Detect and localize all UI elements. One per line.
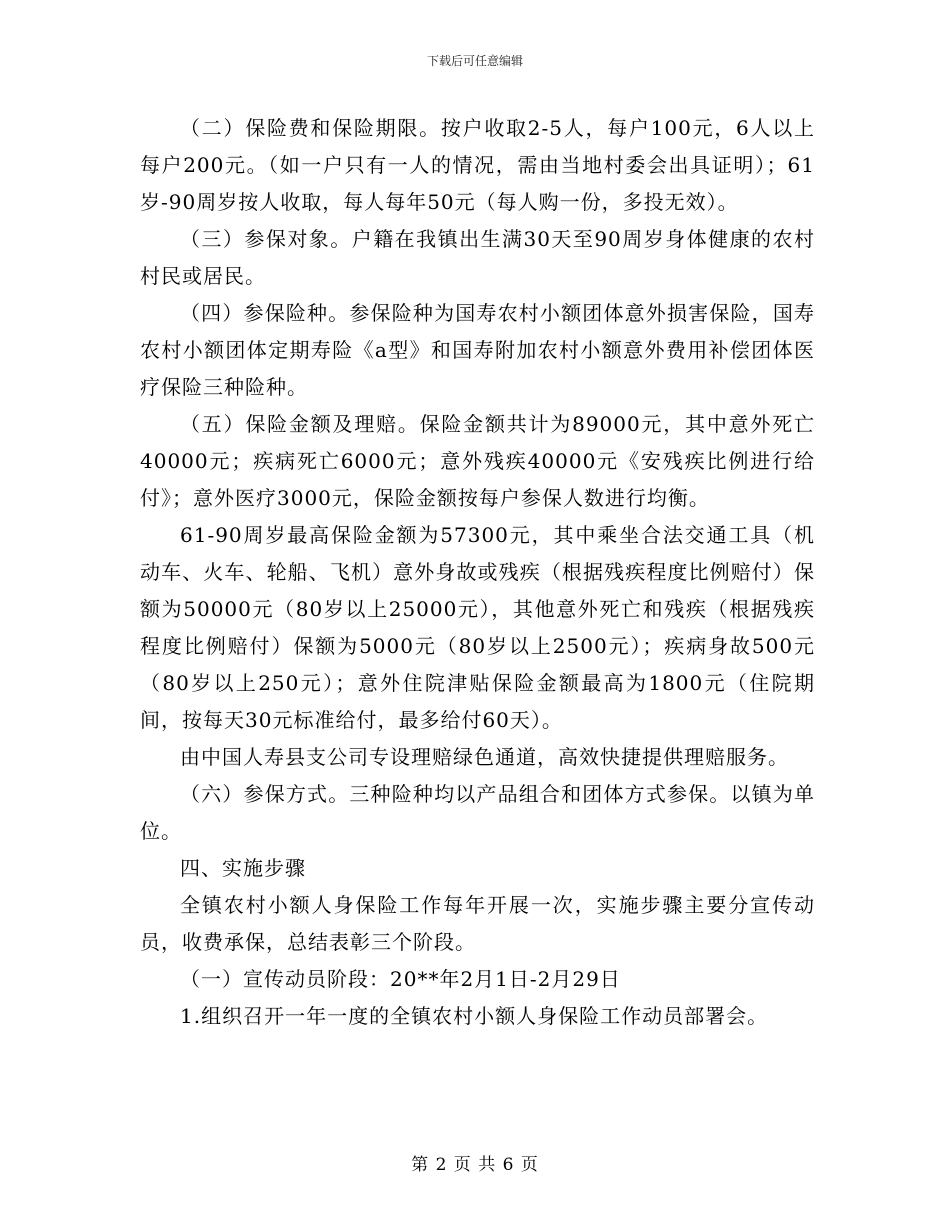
paragraph-enrollment-method: （六）参保方式。三种险种均以产品组合和团体方式参保。以镇为单位。	[140, 782, 815, 843]
paragraph-claims-channel: 由中国人寿县支公司专设理赔绿色通道，高效快捷提供理赔服务。	[180, 745, 789, 769]
paragraph-insured-target: （三）参保对象。户籍在我镇出生满30天至90周岁身体健康的农村村民或居民。	[140, 227, 815, 288]
paragraph-implementation-overview: 全镇农村小额人身保险工作每年开展一次，实施步骤主要分宣传动员，收费承保，总结表彰三个阶段。	[140, 893, 815, 954]
paragraph-premium-term: （二）保险费和保险期限。按户收取2-5人，每户100元，6人以上每户200元。（如一户只有一人的情况，需由当地村委会出具证明）；61岁-90周岁按人收取，每人每年50元（每人购一份，多投无效）。	[140, 116, 815, 214]
page-header: 下载后可任意编辑	[426, 54, 523, 68]
paragraph-insured-amount-claims: （五）保险金额及理赔。保险金额共计为89000元，其中意外死亡40000元；疾病死亡6000元；意外残疾40000元《安残疾比例进行给付》；意外医疗3000元，保险金额按每户参保人数进行均衡。	[140, 412, 815, 510]
list-item-mobilization-meeting: 1.组织召开一年一度的全镇农村小额人身保险工作动员部署会。	[180, 1004, 769, 1028]
paragraph-age-61-90-coverage: 61-90周岁最高保险金额为57300元，其中乘坐合法交通工具（机动车、火车、轮船、飞机）意外身故或残疾（根据残疾程度比例赔付）保额为50000元（80岁以上25000元），其他意外死亡和残疾（根据残疾程度比例赔付）保额为5000元（80岁以上2500元）；疾病身故500元（80岁以上250元）；意外住院津贴保险金额最高为1800元（住院期间，按每天30元标准给付，最多给付60天）。	[140, 523, 815, 732]
page-number: 第 2 页 共 6 页	[411, 1155, 539, 1175]
document-body	[140, 110, 815, 1035]
section-heading-implementation-steps: 四、实施步骤	[180, 856, 306, 880]
subheading-publicity-stage: （一）宣传动员阶段：20**年2月1日-2月29日	[180, 967, 621, 991]
paragraph-insurance-types: （四）参保险种。参保险种为国寿农村小额团体意外损害保险，国寿农村小额团体定期寿险《a型》和国寿附加农村小额意外费用补偿团体医疗保险三种险种。	[140, 301, 815, 399]
